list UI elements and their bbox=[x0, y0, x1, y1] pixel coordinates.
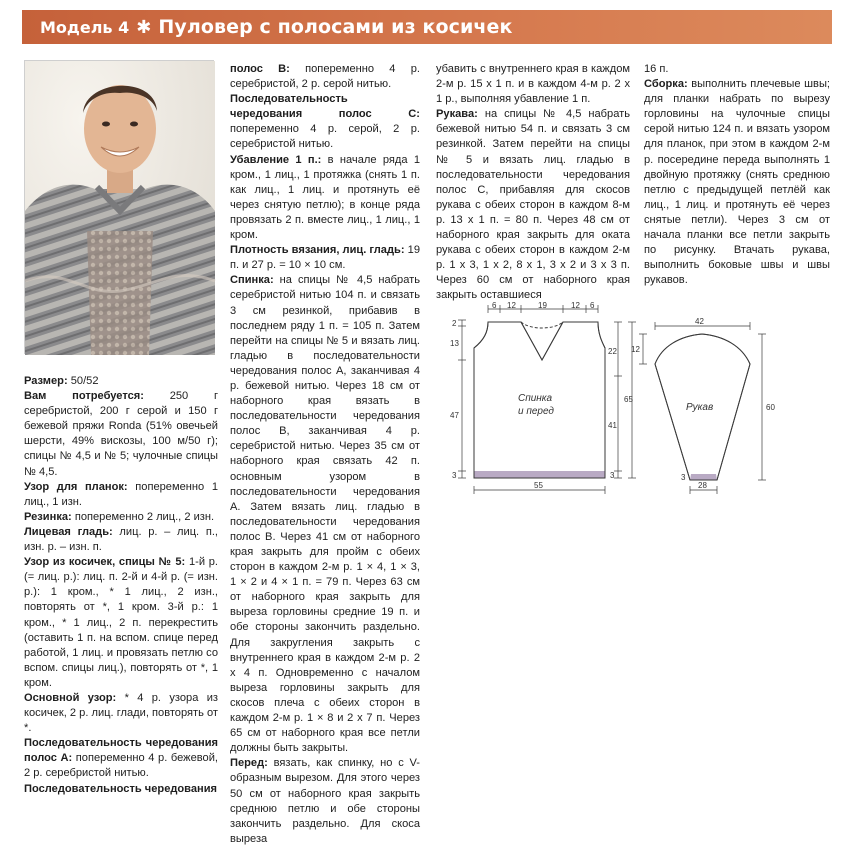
decrease-label: Убавление 1 п.: bbox=[230, 153, 322, 166]
column-4 bbox=[644, 62, 830, 288]
stst-paragraph bbox=[24, 525, 218, 555]
sleeve-top-width: 42 bbox=[695, 317, 704, 326]
materials-label: Вам потребуется: bbox=[24, 390, 144, 403]
right-dim-3: 3 bbox=[610, 471, 615, 480]
column-3 bbox=[436, 62, 630, 304]
gauge-label: Плотность вязания, лиц. гладь: bbox=[230, 244, 405, 257]
trim-label: Узор для планок: bbox=[24, 480, 128, 493]
size-paragraph bbox=[24, 374, 218, 389]
model-number: Модель 4 bbox=[40, 17, 130, 37]
seqB-label-start: Последовательность чередования bbox=[24, 782, 218, 795]
right-dim-2: 41 bbox=[608, 421, 617, 430]
body-label-line1: Спинка bbox=[518, 393, 553, 404]
stst-value: лиц. р. – лиц. п., изн. р. – изн. п. bbox=[24, 525, 218, 554]
sleeve-total-height: 60 bbox=[766, 403, 775, 412]
back-value: на спицы № 4,5 набрать серебристой нитью 104 п. и связать 3 см резинкой, прибавив в последнем ряду 1 п. = 105 п. Затем перейти на спицы № 5 и вязать лиц. гладью в последовательности чередования полос А, заканчивая 4 р. бежевой нитью. Через 18 см от наборного края вязать в последовательности чередования полос В, заканчивая 4 р. серебристой нитью. Через 35 см от наборного края связать 42 п. основным узором в последовательности чередования А. Затем вязать лиц. гладью в последовательности чередования полос В. Через 41 см от наборного края закрыть для пройм с обеих сторон в каждом 2-м р. 1 × 4, 1 × 3, 1 × 2 и 4 × 1 п. = 79 п. Через 63 см от наборного края закрыть для выреза горловины средние 19 п. и обе стороны закончить раздельно. Для закругления закрыть с внутреннего края в каждом 2-м р. 2 х 4 п. Одновременно с началом выреза горловины закрыть для скосов плеча с обеих сторон в каждом 2-м р. 1 × 8 и 2 х 7 п. Через 65 см от наборного края все петли должны быть закрыты. bbox=[230, 274, 420, 755]
left-dim-1: 2 bbox=[452, 319, 457, 328]
front-value: вязать, как спинку, но с V-образным вырезом. Для этого через 50 см от наборного края закрыть среднюю петлю и обе стороны закончить раздельно. Для скоса выреза bbox=[230, 757, 420, 845]
sleeve-label: Рукава: bbox=[436, 108, 478, 121]
left-dim-4: 3 bbox=[452, 471, 457, 480]
pattern-schematics bbox=[450, 300, 830, 500]
gauge-value: 19 п. и 27 р. = 10 × 10 см. bbox=[230, 244, 420, 272]
seqC-value: попеременно 4 р. серой, 2 р. серебристой нитью. bbox=[230, 123, 420, 151]
body-label-line2: и перед bbox=[518, 406, 554, 417]
assembly-value: выполнить плечевые швы; для планки набрать по вырезу горловины на чулочные спицы серой нитью 124 п. и вязать узором для планок, при этом в каждом 2-м р. посередине переда выполнять 1 двойную протяжку (снять среднюю петлю с предыдущей петлёй как лиц., 1 лиц. и протянуть её через снятые петли). Через 3 см от начала планки все петли закрыть по рисунку. Втачать рукава, выполнить боковые швы и швы рукавов. bbox=[644, 78, 830, 287]
sleeve-paragraph bbox=[436, 107, 630, 303]
back-paragraph bbox=[230, 273, 420, 756]
top-dim-1: 6 bbox=[492, 301, 497, 310]
page-title: Пуловер с полосами из косичек bbox=[158, 16, 513, 38]
rib-value: попеременно 2 лиц., 2 изн. bbox=[71, 510, 215, 523]
total-height-label: 65 bbox=[624, 395, 633, 404]
sleeve-value: на спицы № 4,5 набрать бежевой нитью 54 п. и связать 3 см резинкой. Затем перейти на спицы № 5 и вязать лиц. гладью в последовательности чередования полос С, прибавляя для скосов рукава с обеих сторон в каждом 8-м р. 13 х 1 п. = 80 п. Через 48 см от наборного края закрыть для оката рукава с обеих сторон в каждом 2-м р. 1 х 3, 1 х 2, 8 х 1, 3 х 2 и 3 х 3 п. Через 60 см от наборного края закрыть оставшиеся bbox=[436, 108, 630, 302]
column-1 bbox=[24, 374, 218, 797]
front-paragraph bbox=[230, 756, 420, 847]
main-pattern-value: * 4 р. узора из косичек, 2 р. лиц. глади, повторять от *. bbox=[24, 691, 219, 735]
seqA-value: попеременно 4 р. бежевой, 2 р. серебристой нитью. bbox=[24, 752, 218, 780]
back-neckline bbox=[521, 322, 563, 328]
star-icon: ✱ bbox=[136, 16, 152, 38]
seqA-paragraph bbox=[24, 736, 218, 781]
bottom-width-label: 55 bbox=[534, 481, 543, 490]
main-pattern-label: Основной узор: bbox=[24, 691, 117, 704]
rib-paragraph bbox=[24, 510, 218, 525]
man-in-striped-sweater-image bbox=[25, 61, 215, 355]
trim-paragraph bbox=[24, 480, 218, 510]
front-label: Перед: bbox=[230, 757, 268, 770]
trim-value: попеременно 1 лиц., 1 изн. bbox=[24, 480, 218, 508]
seqB-paragraph bbox=[230, 62, 420, 92]
front-continued: убавить с внутреннего края в каждом 2-м р. 15 х 1 п. и в каждом 4-м р. 2 х 1 р., выполняя убавление 1 п. bbox=[436, 63, 630, 106]
rib-label: Резинка: bbox=[24, 510, 72, 523]
main-pattern-paragraph bbox=[24, 691, 218, 736]
materials-paragraph bbox=[24, 389, 218, 480]
cable-value: 1-й р. (= лиц. р.): лиц. п. 2-й и 4-й р. (= изн. р.): 1 кром., * 1 лиц., 2 изн., повторять от *, 1 кром. 3-й р.: 1 кром., * 1 лиц., 2 п. перекрестить (оставить 1 п. на вспом. спице перед работой, 1 лиц. и провязать петлю со вспом. спицы лиц.), повторять от *, 1 кром. bbox=[24, 556, 218, 689]
assembly-label: Сборка: bbox=[644, 78, 688, 91]
top-dim-3: 19 bbox=[538, 301, 547, 310]
assembly-paragraph bbox=[644, 77, 830, 288]
left-dim-3: 47 bbox=[450, 411, 459, 420]
gauge-paragraph bbox=[230, 243, 420, 273]
back-label: Спинка: bbox=[230, 274, 274, 287]
sleeve-rib-band bbox=[690, 474, 717, 480]
sleeve-cap-height: 12 bbox=[631, 345, 640, 354]
seqB-heading bbox=[24, 782, 218, 797]
top-dim-4: 12 bbox=[571, 301, 580, 310]
cable-label: Узор из косичек, спицы № 5: bbox=[24, 556, 186, 569]
rib-band bbox=[474, 471, 605, 478]
stst-label: Лицевая гладь: bbox=[24, 525, 113, 538]
decrease-paragraph bbox=[230, 153, 420, 244]
cable-paragraph bbox=[24, 555, 218, 691]
left-dim-2: 13 bbox=[450, 339, 459, 348]
decrease-value: в начале ряда 1 кром., 1 лиц., 1 протяжка (снять 1 п. как лиц., 1 лиц. и протянуть её через снятую петлю); в конце ряда провязать 2 п. вместе лиц., 1 лиц., 1 кром. bbox=[230, 153, 420, 242]
seqB-value: попеременно 4 р. серебристой, 2 р. серой нитью. bbox=[230, 63, 420, 91]
top-dim-5: 6 bbox=[590, 301, 595, 310]
seqB-label-end: полос В: bbox=[230, 63, 290, 75]
seqC-paragraph bbox=[230, 92, 420, 152]
size-label: Размер: bbox=[24, 375, 68, 387]
sleeve-label: Рукав bbox=[686, 402, 714, 413]
top-dim-2: 12 bbox=[507, 301, 516, 310]
materials-value: 250 г серебристой, 200 г серой и 150 г бежевой пряжи Ronda (51% овечьей шерсти, 49% вискозы, 100 м/50 г); спицы № 4,5 и № 5; чулочные спицы № 4,5. bbox=[24, 390, 218, 478]
column-2 bbox=[230, 62, 420, 847]
model-photo bbox=[24, 60, 214, 354]
size-value: 50/52 bbox=[67, 375, 99, 387]
page-header bbox=[22, 10, 832, 44]
right-dim-1: 22 bbox=[608, 347, 617, 356]
sleeve-bottom-width: 28 bbox=[698, 481, 707, 490]
sleeve-continued: 16 п. bbox=[644, 63, 669, 75]
sleeve-rib-height: 3 bbox=[681, 473, 686, 482]
seqA-label: Последовательность чередования полос А: bbox=[24, 737, 218, 765]
seqC-label: Последовательность чередования полос С: bbox=[230, 93, 420, 121]
